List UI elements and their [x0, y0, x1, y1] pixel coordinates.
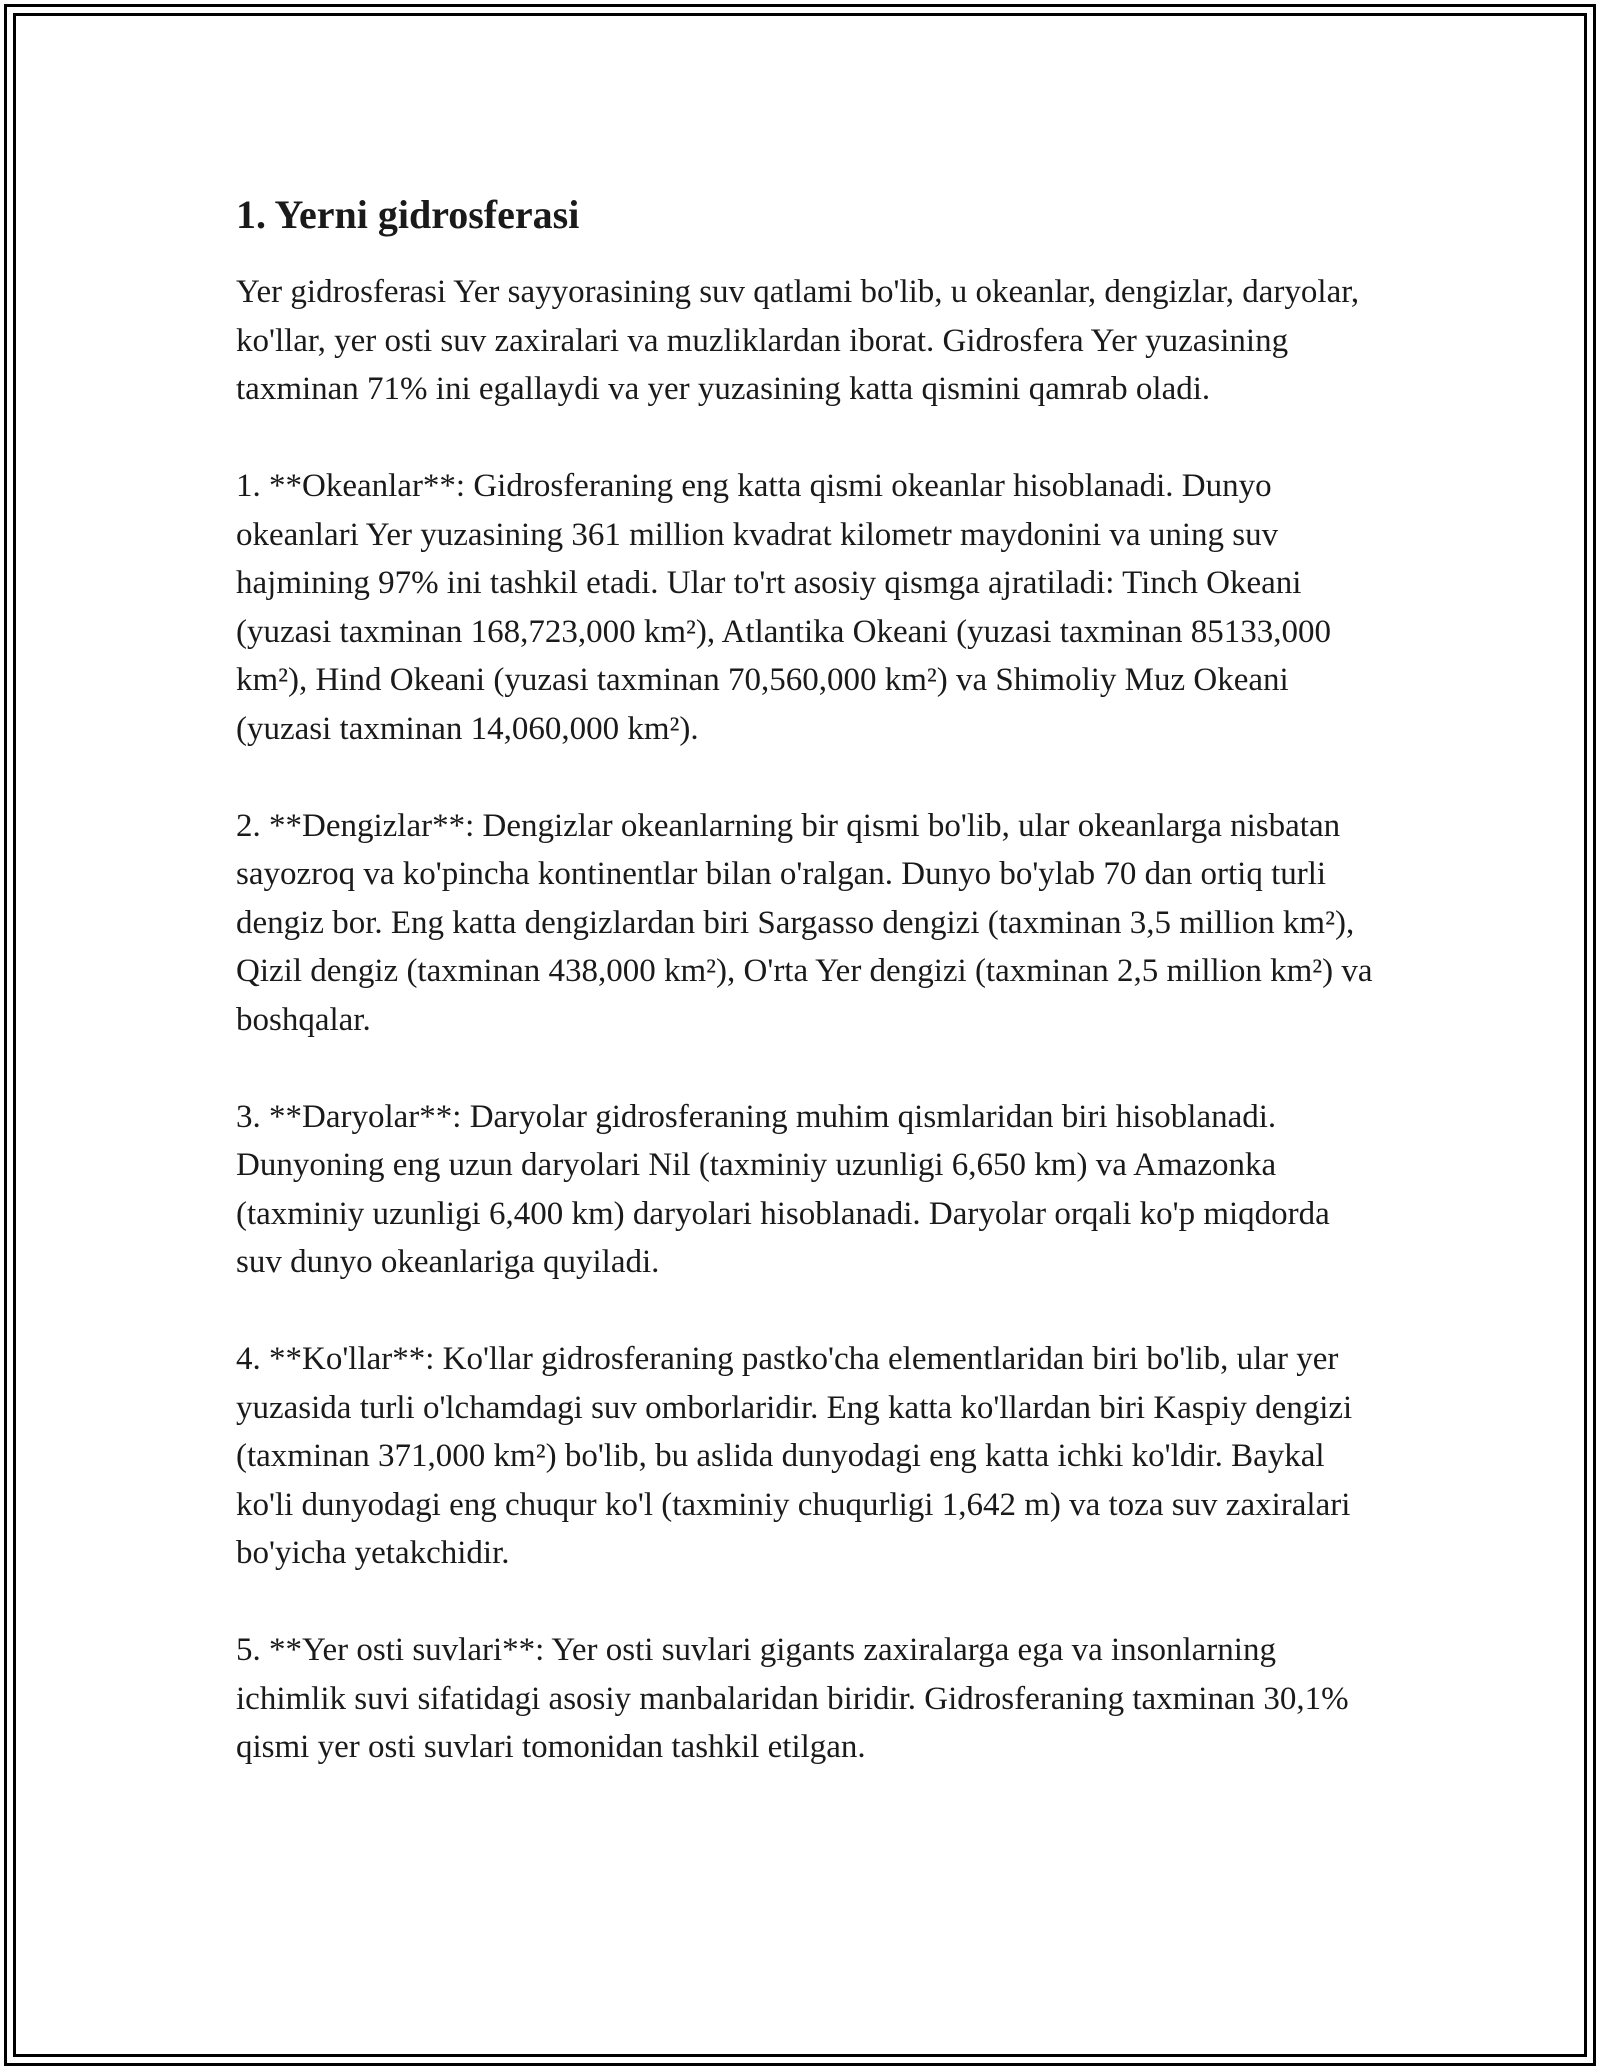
- oceans-paragraph: 1. **Okeanlar**: Gidrosferaning eng katta qismi okeanlar hisoblanadi. Dunyo okeanlari Yer yuzasining 361 million kvadrat kilometr maydonini va uning suv hajmining 97% ini tashkil etadi. Ular to'rt asosiy qismga ajratiladi: Tinch Okeani (yuzasi taxminan 168,723,000 km²), Atlantika Okeani (yuzasi taxminan 85133,000 km²), Hind Okeani (yuzasi taxminan 70,560,000 km²) va Shimoliy Muz Okeani (yuzasi taxminan 14,060,000 km²).: [236, 468, 1332, 747]
- document-title: 1. Yerni gidrosferasi: [236, 192, 580, 237]
- document-body: [236, 184, 1376, 1820]
- lakes-paragraph: 4. **Ko'llar**: Ko'llar gidrosferaning pastko'cha elementlaridan biri bo'lib, ular yer yuzasida turli o'lchamdagi suv omborlaridir. Eng katta ko'llardan biri Kaspiy dengizi (taxminan 371,000 km²) bo'lib, bu aslida dunyodagi eng katta ichki ko'ldir. Baykal ko'li dunyodagi eng chuqur ko'l (taxminiy chuqurligi 1,642 m) va toza suv zaxiralari bo'yicha yetakchidir.: [236, 1341, 1353, 1571]
- intro-paragraph: Yer gidrosferasi Yer sayyorasining suv qatlami bo'lib, u okeanlar, dengizlar, daryolar, ko'llar, yer osti suv zaxiralari va muzliklardan iborat. Gidrosfera Yer yuzasining taxminan 71% ini egallaydi va yer yuzasining katta qismini qamrab oladi.: [236, 274, 1360, 407]
- rivers-paragraph: 3. **Daryolar**: Daryolar gidrosferaning muhim qismlaridan biri hisoblanadi. Dunyoning eng uzun daryolari Nil (taxminiy uzunligi 6,650 km) va Amazonka (taxminiy uzunligi 6,400 km) daryolari hisoblanadi. Daryolar orqali ko'p miqdorda suv dunyo okeanlariga quyiladi.: [236, 1098, 1330, 1280]
- seas-paragraph: 2. **Dengizlar**: Dengizlar okeanlarning bir qismi bo'lib, ular okeanlarga nisbatan sayozroq va ko'pincha kontinentlar bilan o'ralgan. Dunyo bo'ylab 70 dan ortiq turli dengiz bor. Eng katta dengizlardan biri Sargasso dengizi (taxminan 3,5 million km²), Qizil dengiz (taxminan 438,000 km²), O'rta Yer dengizi (taxminan 2,5 million km²) va boshqalar.: [236, 807, 1373, 1038]
- groundwater-paragraph: 5. **Yer osti suvlari**: Yer osti suvlari gigants zaxiralarga ega va insonlarning ichimlik suvi sifatidagi asosiy manbalaridan biridir. Gidrosferaning taxminan 30,1% qismi yer osti suvlari tomonidan tashkil etilgan.: [236, 1632, 1349, 1765]
